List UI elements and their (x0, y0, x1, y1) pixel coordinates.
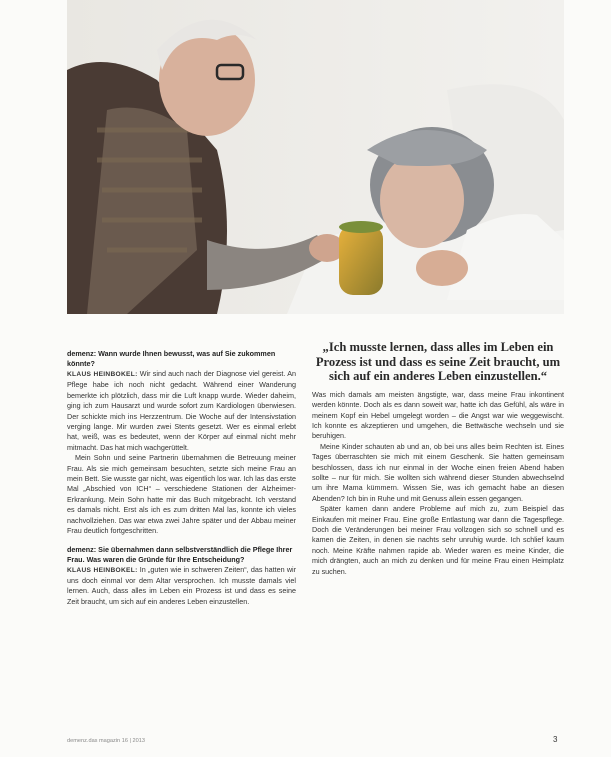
answer-2-text: In „guten wie in schweren Zeiten“, das hatten wir uns doch einmal vor dem Altar versprochen. Ich musste damals viel lernen. Auch, dass alles im Leben ein Prozess ist und dass es seine Zeit braucht, um sich auf ein anderes Leben einzustellen. (67, 564, 297, 606)
right-paragraph-1: Was mich damals am meisten ängstigte, war, dass meine Frau inkontinent werden könnte. Doch als es dann soweit war, hatte ich das Gefühl, als wäre in meinem Kopf ein Hebel umgelegt worden – die Angst war wie weggewischt. Ich konnte es akzeptieren und umgehen, die Bettwäsche wechseln und sie beruhigen. (312, 389, 564, 441)
right-paragraph-3: Später kamen dann andere Probleme auf mich zu, zum Beispiel das Einkaufen mit meiner Frau. Eine große Entlastung war dann die Tagespflege. Doch die Veränderungen bei meiner Frau vollzogen sich so schnell und es kamen die Zeiten, in denen sie nachts sehr unruhig wurde. Ich schlief kaum noch. Meine Kräfte nahmen rapide ab. Wieder waren es meine Kinder, die mich drängten, auch an mich zu denken und für meine Frau einen Heimplatz zu suchen. (312, 504, 564, 576)
right-paragraph-2: Meine Kinder schauten ab und an, ob bei uns alles beim Rechten ist. Eines Tages überraschten sie mich mit einem Geschenk. Sie hatten gemeinsam beschlossen, dass ich nur einmal in der Woche einen freien Abend haben sollte – nur für mich. Sie wollten sich während dieser Stunden abwechselnd um ihre Mama kümmern. Wissen Sie, was ich gemacht habe an diesen Abenden? Ich bin in Ruhe und mit Genuss allein essen gegangen. (312, 441, 564, 503)
answer-2 (67, 565, 296, 608)
speaker-label: KLAUS HEINBOKEL: (67, 371, 138, 378)
answer-1-text: Wir sind auch nach der Diagnose viel gereist. An Pflege habe ich noch nicht gedacht. Während einer Wanderung bemerkte ich plötzlich, dass mir die Luft knapp wurde. Wieder daheim, ging ich zum Hausarzt und wurde sofort zum Kardiologen überwiesen. Der schickte mich ins Herzzentrum. Die Woche auf der Intensivstation verging lange. Mir wurden zwei Stents gesetzt. Wer es einmal erlebt hat, weiß, was es bedeutet, wenn der Körper auf einmal nicht mehr mitmacht. Das hat mich wachgerüttelt. (67, 369, 296, 452)
interview-right-column (312, 340, 564, 577)
interview-left-column (67, 349, 296, 607)
page-number: 3 (553, 735, 558, 744)
answer-1 (67, 369, 296, 453)
question-1: demenz: Wann wurde Ihnen bewusst, was auf Sie zukommen könnte? (67, 349, 276, 368)
photo-illustration (67, 0, 564, 314)
magazine-footer: demenz.das magazin 16 | 2013 (67, 738, 145, 744)
question-2: demenz: Sie übernahmen dann selbstverständlich die Pflege Ihrer Frau. Was waren die Gründe für Ihre Entscheidung? (67, 544, 293, 564)
answer-1-paragraph-2: Mein Sohn und seine Partnerin übernahmen die Betreuung meiner Frau. Als sie mich gemeinsam besuchten, setzte sich meine Frau an mein Bett. Sie wusste gar nicht, was eigentlich los war. Ich las das erste Mal „Abschied von ICH“ – verschiedene Stationen der Alzheimer-Erkrankung. Mein Sohn hatte mir das Buch mitgebracht. Ich verstand es damals nicht. Erst als ich es zum dritten Mal las, konnte ich vieles nachvollziehen. Das war etwa zwei Jahre später und der Abbau meiner Frau deutlich fortgeschritten. (67, 453, 296, 536)
cover-photo-elderly-couple (67, 0, 564, 314)
speaker-label: KLAUS HEINBOKEL: (67, 566, 138, 574)
pull-quote: „Ich musste lernen, dass alles im Leben ein Prozess ist und dass es seine Zeit braucht, um sich auf ein anderes Leben einzustellen.“ (315, 340, 561, 384)
